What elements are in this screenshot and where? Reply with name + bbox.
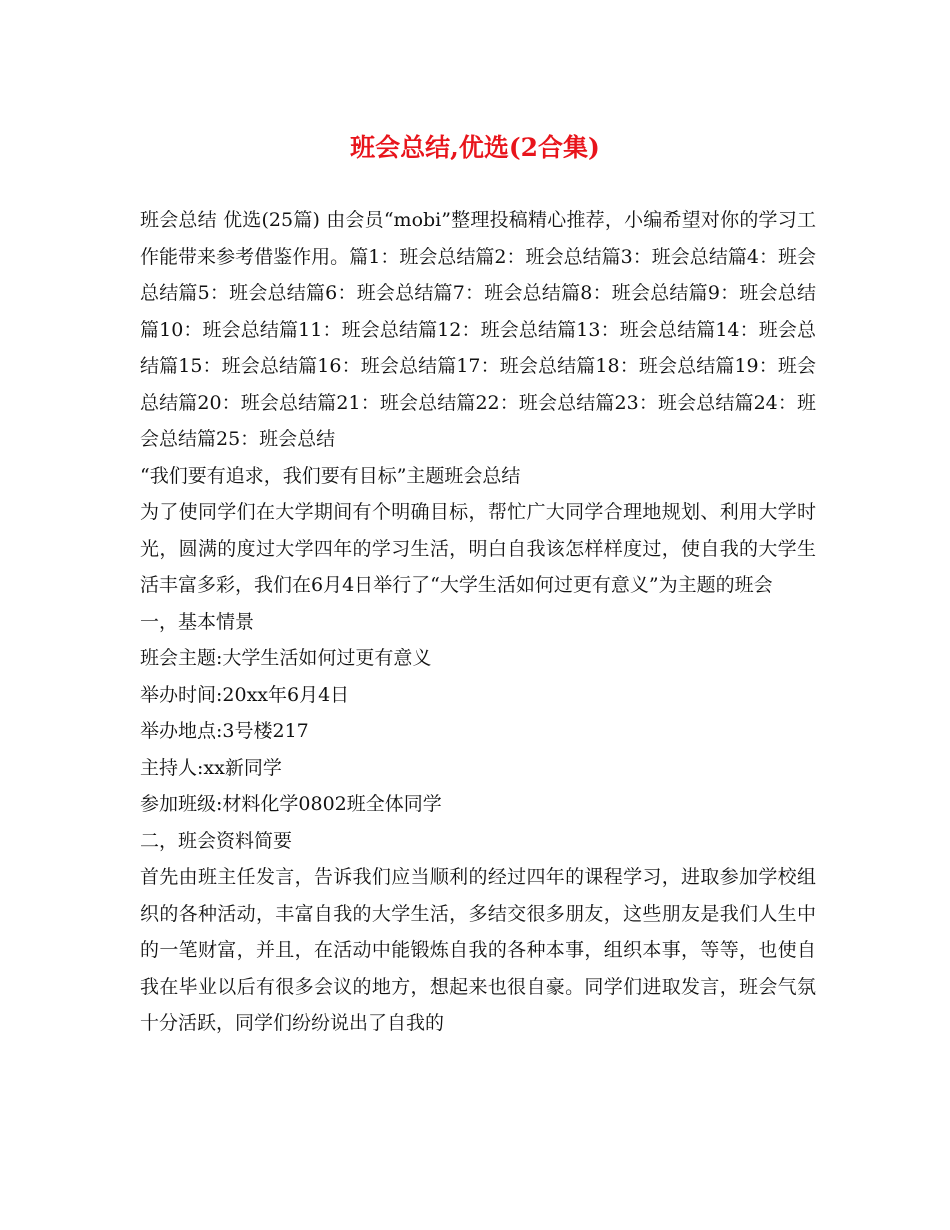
info-location: 举办地点:3号楼217 — [140, 720, 309, 742]
info-host: 主持人:xx新同学 — [140, 756, 282, 779]
document-body — [140, 202, 816, 1042]
info-class: 参加班级:材料化学0802班全体同学 — [140, 793, 442, 815]
info-time: 举办时间:20xx年6月4日 — [140, 683, 350, 706]
paragraph-intro: 班会总结 优选(25篇) 由会员“mobi”整理投稿精心推荐，小编希望对你的学习工作能带来参考借鉴作用。篇1：班会总结篇2：班会总结篇3：班会总结篇4：班会总结篇5：班会总结篇6：班会总结篇7：班会总结篇8：班会总结篇9：班会总结篇10：班会总结篇11：班会总结篇12：班会总结篇13：班会总结篇14：班会总结篇15：班会总结篇16：班会总结篇17：班会总结篇18：班会总结篇19：班会总结篇20：班会总结篇21：班会总结篇22：班会总结篇23：班会总结篇24：班会总结篇25：班会总结 — [140, 209, 816, 450]
section-heading-basic-info: 一，基本情景 — [140, 610, 255, 633]
document-title: 班会总结,优选(2合集) — [350, 133, 600, 162]
info-theme: 班会主题:大学生活如何过更有意义 — [140, 647, 432, 669]
paragraph-purpose: 为了使同学们在大学期间有个明确目标，帮忙广大同学合理地规划、利用大学时光，圆满的度过大学四年的学习生活，明白自我该怎样样度过，使自我的大学生活丰富多彩，我们在6月4日举行了“大学生活如何过更有意义”为主题的班会 — [140, 501, 816, 596]
paragraph-summary: 首先由班主任发言，告诉我们应当顺利的经过四年的课程学习，进取参加学校组织的各种活动，丰富自我的大学生活，多结交很多朋友，这些朋友是我们人生中的一笔财富，并且，在活动中能锻炼自我的各种本事，组织本事，等等，也使自我在毕业以后有很多会议的地方，想起来也很自豪。同学们进取发言，班会气氛十分活跃，同学们纷纷说出了自我的 — [140, 866, 816, 1034]
paragraph-heading: “我们要有追求，我们要有目标”主题班会总结 — [140, 464, 521, 487]
section-heading-summary: 二，班会资料简要 — [140, 829, 293, 852]
